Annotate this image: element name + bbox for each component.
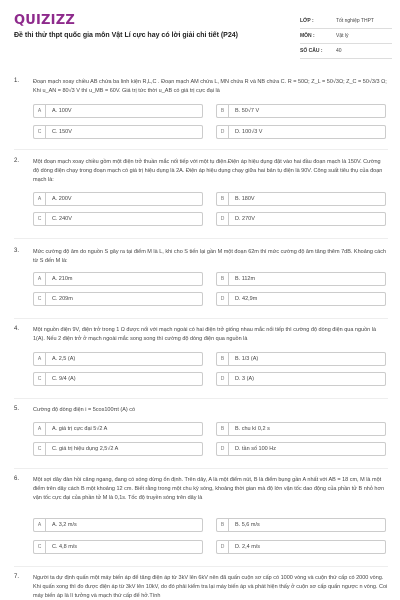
meta-label: LỚP :	[300, 18, 314, 24]
quizizz-logo: QUIZIZZ	[14, 13, 75, 28]
option-letter: B	[217, 353, 229, 365]
option-a[interactable]	[33, 272, 203, 286]
page-header	[0, 0, 400, 62]
option-a[interactable]	[33, 422, 203, 436]
question-number: 3.	[14, 248, 20, 254]
option-letter: A	[34, 423, 46, 435]
option-c[interactable]	[33, 292, 203, 306]
document-title: Đề thi thử thpt quốc gia môn Vật Lí cực hay có lời giải chi tiết (P24)	[14, 32, 238, 39]
option-c[interactable]	[33, 372, 203, 386]
option-d[interactable]	[216, 125, 386, 139]
option-text: C. 209m	[52, 296, 73, 302]
question-text: Đoạn mạch xoay chiều AB chứa ba linh kiện R,L,C . Đoạn mạch AM chứa L, MN chứa R và NB chứa C. R = 50Ω; Z_L = 50√3Ω; Z_C = 50√3/3 Ω; Khi u_AN = 80√3 V thì u_MB = 60V. Giá trị tức thời u_AB có giá trị cực đại là	[33, 79, 387, 94]
option-c[interactable]	[33, 442, 203, 456]
option-text: A. 3,2 m/s	[52, 522, 77, 528]
question-text: Người ta dự định quấn một máy biến áp để tăng điện áp từ 3kV lên 6kV nên đã quấn cuộn sơ cấp có 1000 vòng và cuộn thứ cấp có 2000 vòng. Khi quấn xong thì đo được điện áp từ 3kV lên 10kV, do đó phải kiểm tra lại máy biến áp và phát hiện thấy ở cuộn sơ cấp quấn ngược n vòng. Coi máy biến áp là lí tưởng và mạch thứ cấp để hở.Tính	[33, 575, 388, 599]
meta-label: SỐ CÂU :	[300, 48, 323, 54]
option-letter: A	[34, 353, 46, 365]
option-letter: C	[34, 126, 46, 138]
meta-row-count	[300, 44, 392, 59]
divider	[14, 238, 388, 239]
meta-value: Tốt nghiệp THPT	[336, 18, 374, 24]
question-text: Một đoạn mạch xoay chiều gồm một điện trở thuần mắc nối tiếp với một tụ điện.Điện áp hiệu dụng đặt vào hai đầu đoạn mạch là 150V. Cường độ dòng điện chạy trong đoạn mạch có giá trị hiệu dụng là 2A. Điện áp hiệu dụng chạy giữa hai bản tụ điện là 90V. Công suất tiêu thụ của đoạn mạch là:	[33, 159, 383, 183]
meta-table	[300, 14, 392, 59]
option-text: C. giá trị hiệu dụng 2,5√2 A	[52, 446, 119, 452]
question-number: 7.	[14, 574, 20, 580]
option-letter: C	[34, 293, 46, 305]
meta-value: Vật lý	[336, 33, 349, 39]
option-text: D. 270V	[235, 216, 255, 222]
option-text: C. 240V	[52, 216, 72, 222]
option-text: D. 2,4 m/s	[235, 544, 261, 550]
option-letter: B	[217, 519, 229, 531]
option-text: B. 1/3 (A)	[235, 356, 259, 362]
option-d[interactable]	[216, 442, 386, 456]
option-letter: D	[217, 293, 229, 305]
option-a[interactable]	[33, 352, 203, 366]
option-letter: D	[217, 213, 229, 225]
option-text: A. 100V	[52, 108, 72, 114]
question-number: 1.	[14, 78, 20, 84]
option-d[interactable]	[216, 540, 386, 554]
option-b[interactable]	[216, 352, 386, 366]
question-text: Một nguồn điện 9V, điện trở trong 1 Ω được nối với mạch ngoài có hai điện trở giống nhau mắc nối tiếp thì cường độ dòng điện qua nguồn là 1(A). Nếu 2 điện trở ở mạch ngoài mắc song song thì cường độ dòng điện qua nguồn là	[33, 327, 377, 342]
option-d[interactable]	[216, 292, 386, 306]
option-letter: D	[217, 373, 229, 385]
option-a[interactable]	[33, 518, 203, 532]
option-letter: B	[217, 193, 229, 205]
question-number: 5.	[14, 406, 20, 412]
option-text: D. 42,9m	[235, 296, 258, 302]
meta-value: 40	[336, 48, 342, 54]
option-c[interactable]	[33, 212, 203, 226]
option-letter: C	[34, 443, 46, 455]
question-number: 6.	[14, 476, 20, 482]
option-letter: D	[217, 443, 229, 455]
option-b[interactable]	[216, 422, 386, 436]
option-letter: B	[217, 423, 229, 435]
option-letter: A	[34, 519, 46, 531]
meta-row-class	[300, 14, 392, 29]
option-letter: B	[217, 105, 229, 117]
option-text: B. chu kì 0,2 s	[235, 426, 270, 432]
option-b[interactable]	[216, 272, 386, 286]
option-text: B. 112m	[235, 276, 256, 282]
divider	[14, 398, 388, 399]
option-b[interactable]	[216, 104, 386, 118]
option-d[interactable]	[216, 212, 386, 226]
divider	[14, 318, 388, 319]
option-b[interactable]	[216, 192, 386, 206]
option-text: C. 9/4 (A)	[52, 376, 76, 382]
question-number: 4.	[14, 326, 20, 332]
option-text: D. tần số 100 Hz	[235, 446, 276, 452]
option-text: D. 3 (A)	[235, 376, 254, 382]
meta-row-subject	[300, 29, 392, 44]
option-letter: A	[34, 105, 46, 117]
option-text: D. 100√3 V	[235, 129, 263, 135]
question-text: Cường độ dòng điện i = 5cos100πt (A) có	[33, 407, 136, 413]
option-text: B. 50√7 V	[235, 108, 260, 114]
option-letter: C	[34, 213, 46, 225]
option-text: A. giá trị cực đại 5√2 A	[52, 426, 108, 432]
option-b[interactable]	[216, 518, 386, 532]
option-letter: A	[34, 273, 46, 285]
divider	[14, 468, 388, 469]
meta-label: MÔN :	[300, 33, 315, 39]
divider	[14, 566, 388, 567]
option-text: C. 4,8 m/s	[52, 544, 78, 550]
option-a[interactable]	[33, 192, 203, 206]
option-letter: A	[34, 193, 46, 205]
divider	[14, 149, 388, 150]
option-text: C. 150V	[52, 129, 72, 135]
option-a[interactable]	[33, 104, 203, 118]
option-c[interactable]	[33, 125, 203, 139]
option-text: A. 200V	[52, 196, 72, 202]
question-text: Một sợi dây đàn hồi căng ngang, đang có sóng dừng ổn định. Trên dây, A là một điểm nút, B là điểm bụng gần A nhất với AB = 18 cm, M là một điểm trên dây cách B một khoảng 12 cm. Biết rằng trong một chu kỳ sóng, khoảng thời gian mà độ lớn vận tốc dao động của phần tử B nhỏ hơn vận tốc cực đại của phần tử M là 0,1s. Tốc độ truyền sóng trên dây là	[33, 477, 385, 501]
question-number: 2.	[14, 158, 20, 164]
option-letter: C	[34, 541, 46, 553]
question-text: Mức cường độ âm do nguồn S gây ra tại điểm M là L, khi cho S tiến lại gần M một đoạn 62m thì mức cường độ âm tăng thêm 7dB. Khoảng cách từ S đến M là:	[33, 249, 387, 264]
option-text: B. 5,6 m/s	[235, 522, 260, 528]
option-text: B. 180V	[235, 196, 255, 202]
option-text: A. 2,5 (A)	[52, 356, 76, 362]
option-d[interactable]	[216, 372, 386, 386]
option-c[interactable]	[33, 540, 203, 554]
option-letter: D	[217, 541, 229, 553]
option-letter: D	[217, 126, 229, 138]
option-letter: B	[217, 273, 229, 285]
option-letter: C	[34, 373, 46, 385]
option-text: A. 210m	[52, 276, 73, 282]
